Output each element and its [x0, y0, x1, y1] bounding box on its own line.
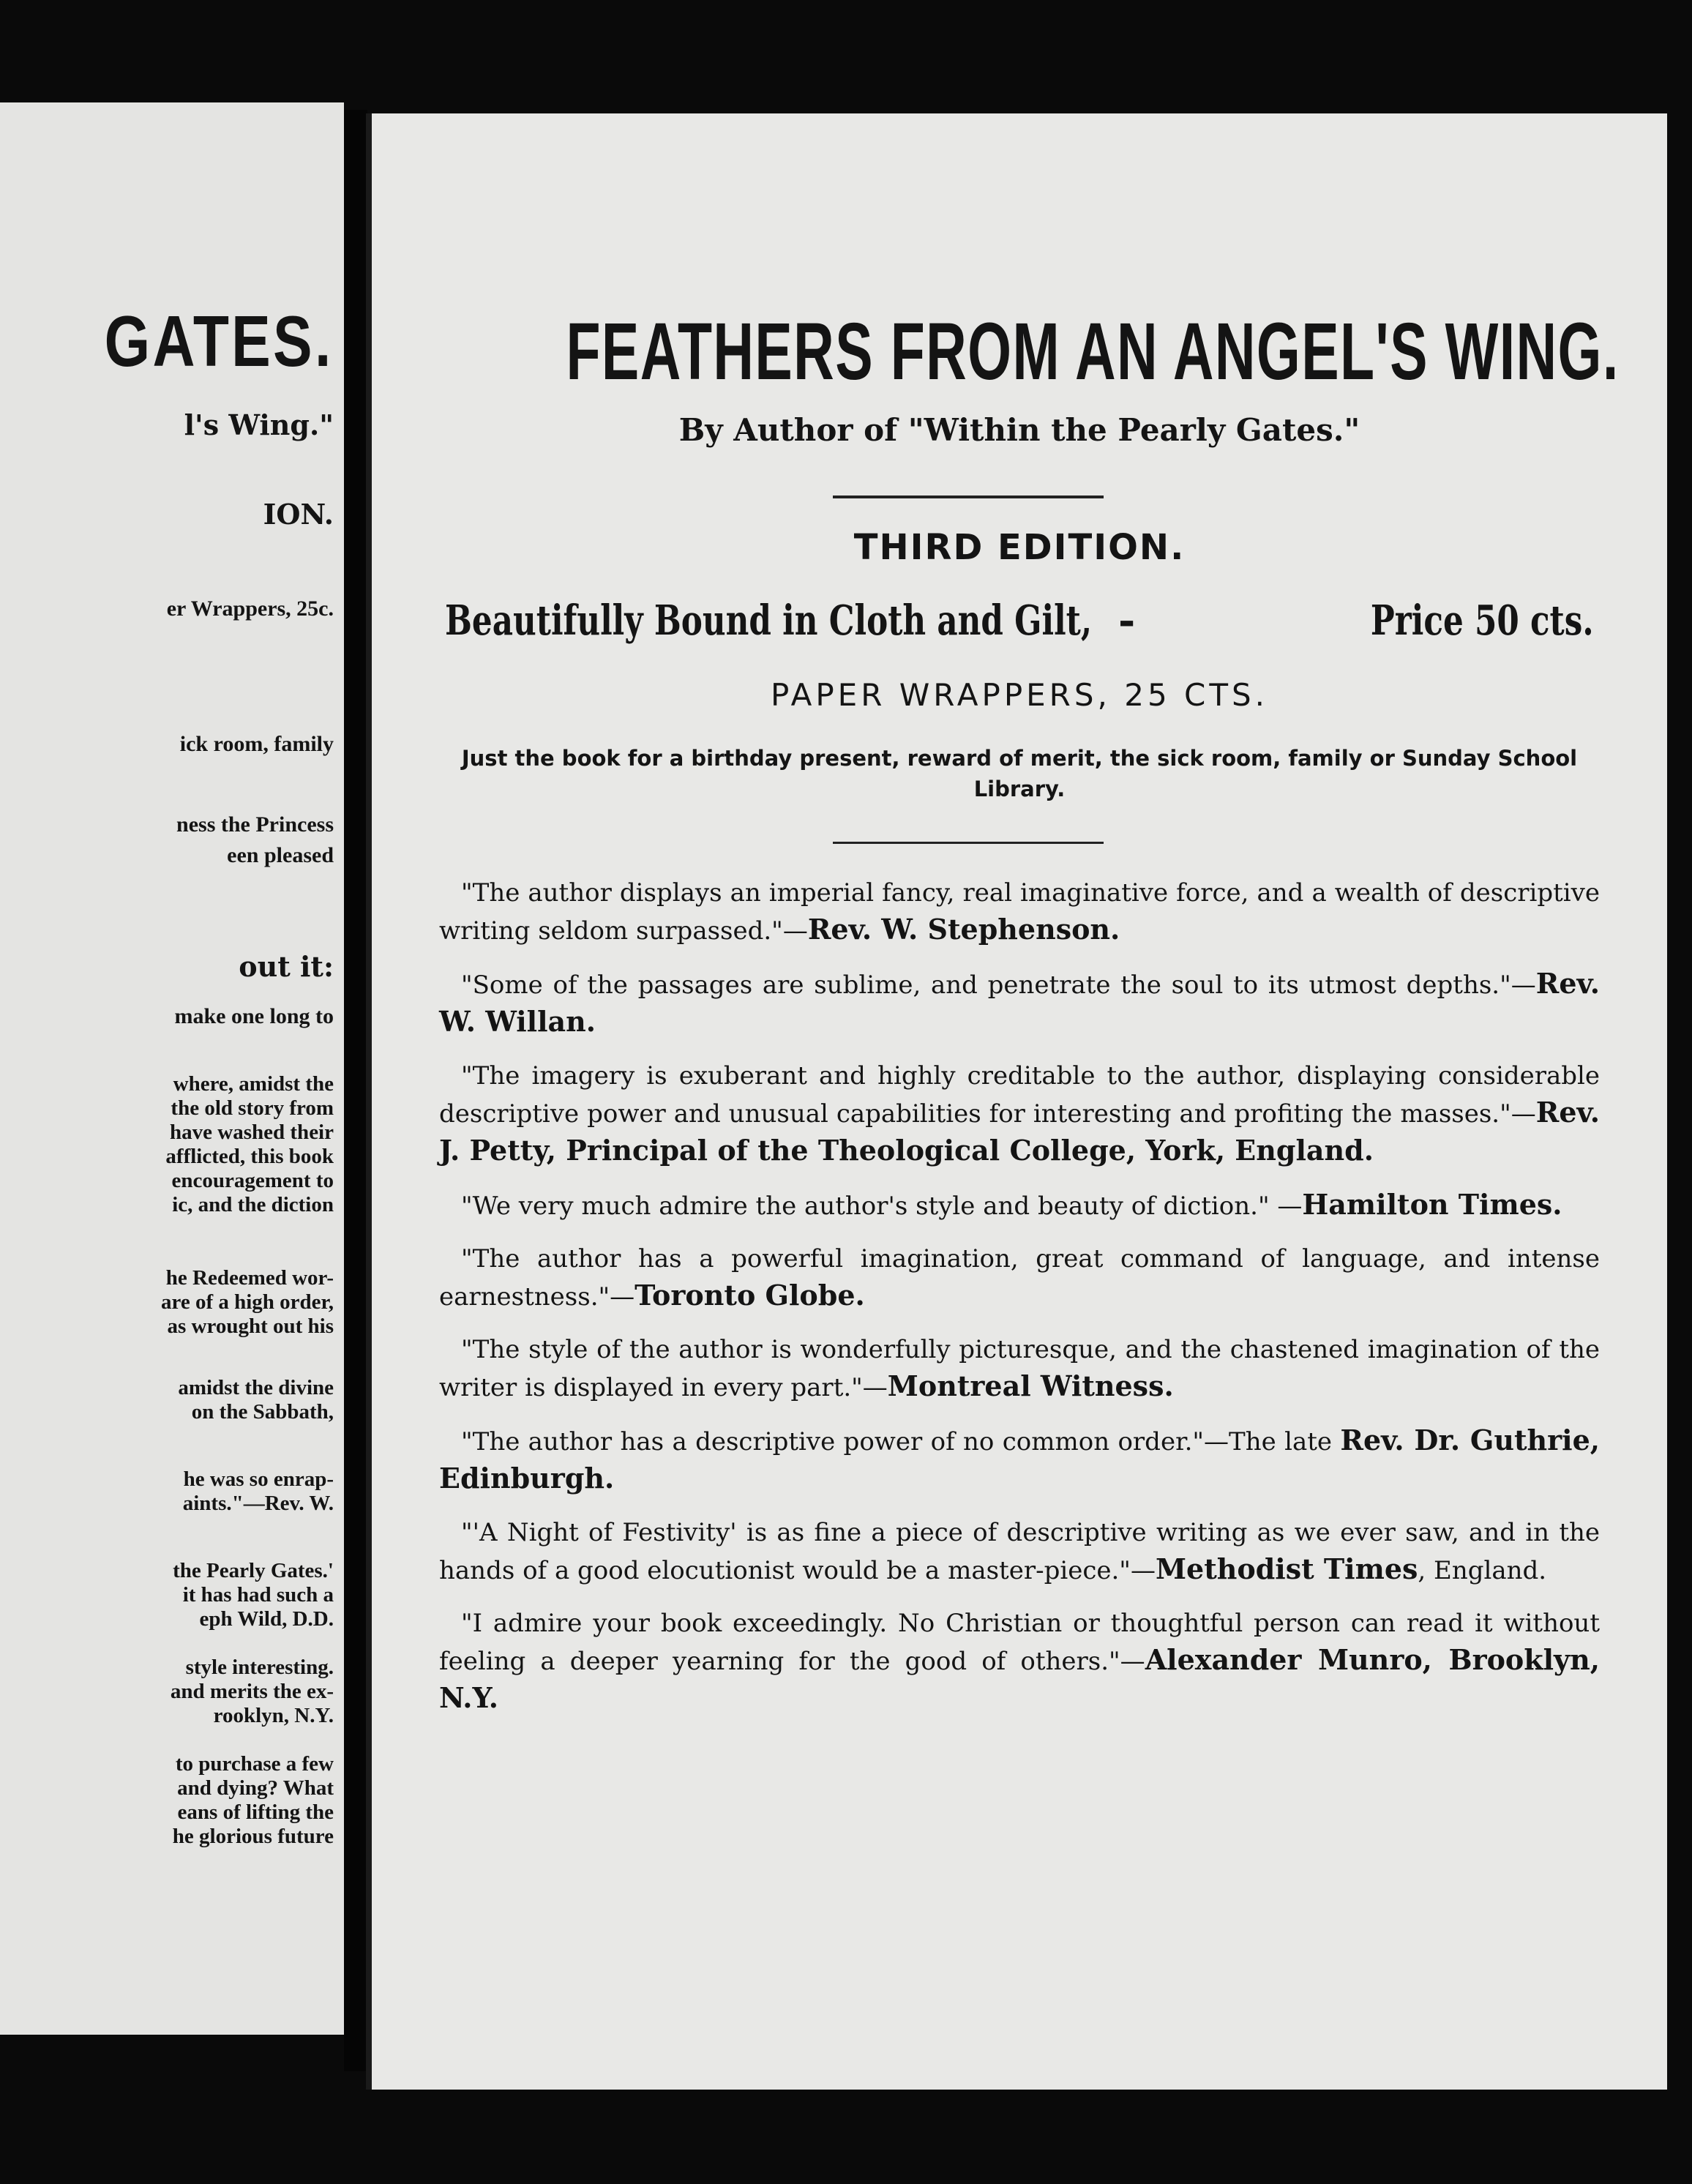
left-page-title: GATES.	[105, 301, 334, 381]
left-line: amidst the divine	[178, 1376, 334, 1399]
left-line: eph Wild, D.D.	[199, 1607, 334, 1631]
left-line: afflicted, this book	[165, 1145, 334, 1168]
left-line: he Redeemed wor-	[165, 1266, 334, 1290]
quote-source: Hamilton Times.	[1302, 1188, 1562, 1221]
testimonial	[439, 1422, 1600, 1498]
testimonial	[439, 1514, 1600, 1589]
quote-source: Methodist Times	[1155, 1552, 1418, 1585]
quote-source: Alexander Munro, Brooklyn, N.Y.	[439, 1643, 1600, 1714]
quote-text: "The author has a descriptive power of no common order."—The late	[461, 1427, 1341, 1456]
left-line: ic, and the diction	[172, 1193, 334, 1216]
left-line: ick room, family	[179, 732, 334, 756]
left-line: ness the Princess	[176, 812, 334, 837]
quote-text: "Some of the passages are sublime, and penetrate the soul to its utmost depths."—	[461, 971, 1536, 1000]
left-line: make one long to	[174, 1004, 334, 1028]
left-line: he was so enrap-	[183, 1467, 334, 1491]
quote-source: Rev. W. Willan.	[439, 967, 1600, 1038]
byline: By Author of "Within the Pearly Gates."	[678, 412, 1360, 448]
left-line: and merits the ex-	[170, 1680, 334, 1703]
testimonial	[439, 1058, 1600, 1170]
quote-text: "The imagery is exuberant and highly creditable to the author, displaying considerable descriptive power and unusual capabilities for interesting and profiting the masses."—	[439, 1061, 1600, 1129]
quote-text: "The author has a powerful imagination, great command of language, and intense earnestness."—	[439, 1244, 1600, 1312]
paper-wrappers-price: PAPER WRAPPERS, 25 CTS.	[770, 677, 1269, 713]
quote-text: "I admire your book exceedingly. No Christian or thoughtful person can read it without feeling a deeper yearning for the good of others."—	[439, 1609, 1600, 1676]
testimonial	[439, 875, 1600, 949]
quote-suffix: , England.	[1418, 1556, 1547, 1585]
divider-rule	[833, 842, 1104, 844]
left-line: er Wrappers, 25c.	[166, 597, 334, 621]
quote-text: "The author displays an imperial fancy, real imaginative force, and a wealth of descriptive writing seldom surpassed."—	[439, 878, 1600, 946]
left-line: ION.	[263, 498, 334, 531]
left-line: out it:	[239, 950, 334, 983]
quote-text: "We very much admire the author's style and beauty of diction." —	[461, 1192, 1303, 1221]
testimonial	[439, 1331, 1600, 1406]
left-line: are of a high order,	[160, 1290, 334, 1314]
left-line: the Pearly Gates.'	[173, 1559, 334, 1582]
edition-heading: THIRD EDITION.	[853, 527, 1186, 568]
left-line: it has had such a	[182, 1583, 334, 1607]
left-line: eans of lifting the	[177, 1800, 334, 1824]
bound-price-line	[445, 597, 1594, 648]
left-line: on the Sabbath,	[191, 1400, 334, 1424]
left-line: style interesting.	[185, 1656, 334, 1679]
divider-rule	[833, 495, 1104, 498]
recommendation-note: Just the book for a birthday present, reward of merit, the sick room, family or Sunday School Library.	[461, 746, 1578, 801]
quote-text: "The style of the author is wonderfully picturesque, and the chastened imagination of the writer is displayed in every part."—	[439, 1335, 1600, 1402]
left-line: rooklyn, N.Y.	[213, 1704, 334, 1727]
testimonial	[439, 965, 1600, 1041]
page-gutter	[344, 110, 367, 2071]
bound-price: Price 50 cts.	[1371, 597, 1594, 645]
quote-text: "'A Night of Festivity' is as fine a piece of descriptive writing as we ever saw, and in the hands of a good elocutionist would be a master-piece."—	[439, 1518, 1600, 1585]
quote-source: Rev. W. Stephenson.	[807, 913, 1120, 946]
testimonial	[439, 1605, 1600, 1718]
quote-source: Toronto Globe.	[634, 1279, 865, 1312]
right-page	[366, 113, 1667, 2090]
price-dash: -	[1118, 597, 1136, 645]
left-line: and dying? What	[177, 1776, 334, 1800]
left-line: the old story from	[171, 1096, 334, 1120]
bound-label: Beautifully Bound in Cloth and Gilt,	[445, 597, 1093, 645]
left-page	[0, 102, 344, 2035]
left-line: encouragement to	[171, 1169, 334, 1192]
page-title: FEATHERS FROM AN ANGEL'S WING.	[566, 307, 1620, 397]
left-line: as wrought out his	[167, 1314, 334, 1338]
left-line: where, amidst the	[173, 1072, 334, 1096]
left-line: l's Wing."	[184, 408, 334, 441]
left-line: have washed their	[170, 1121, 334, 1144]
left-line: to purchase a few	[175, 1752, 334, 1776]
left-line: aints."—Rev. W.	[182, 1492, 334, 1515]
testimonial	[439, 1186, 1600, 1224]
quote-source: Montreal Witness.	[887, 1369, 1174, 1402]
left-line: he glorious future	[172, 1825, 334, 1848]
testimonial	[439, 1241, 1600, 1315]
quote-source: Rev. J. Petty, Principal of the Theological College, York, England.	[439, 1096, 1600, 1167]
quote-source: Rev. Dr. Guthrie, Edinburgh.	[439, 1424, 1600, 1495]
left-line: een pleased	[227, 843, 334, 867]
testimonials	[439, 875, 1600, 1734]
